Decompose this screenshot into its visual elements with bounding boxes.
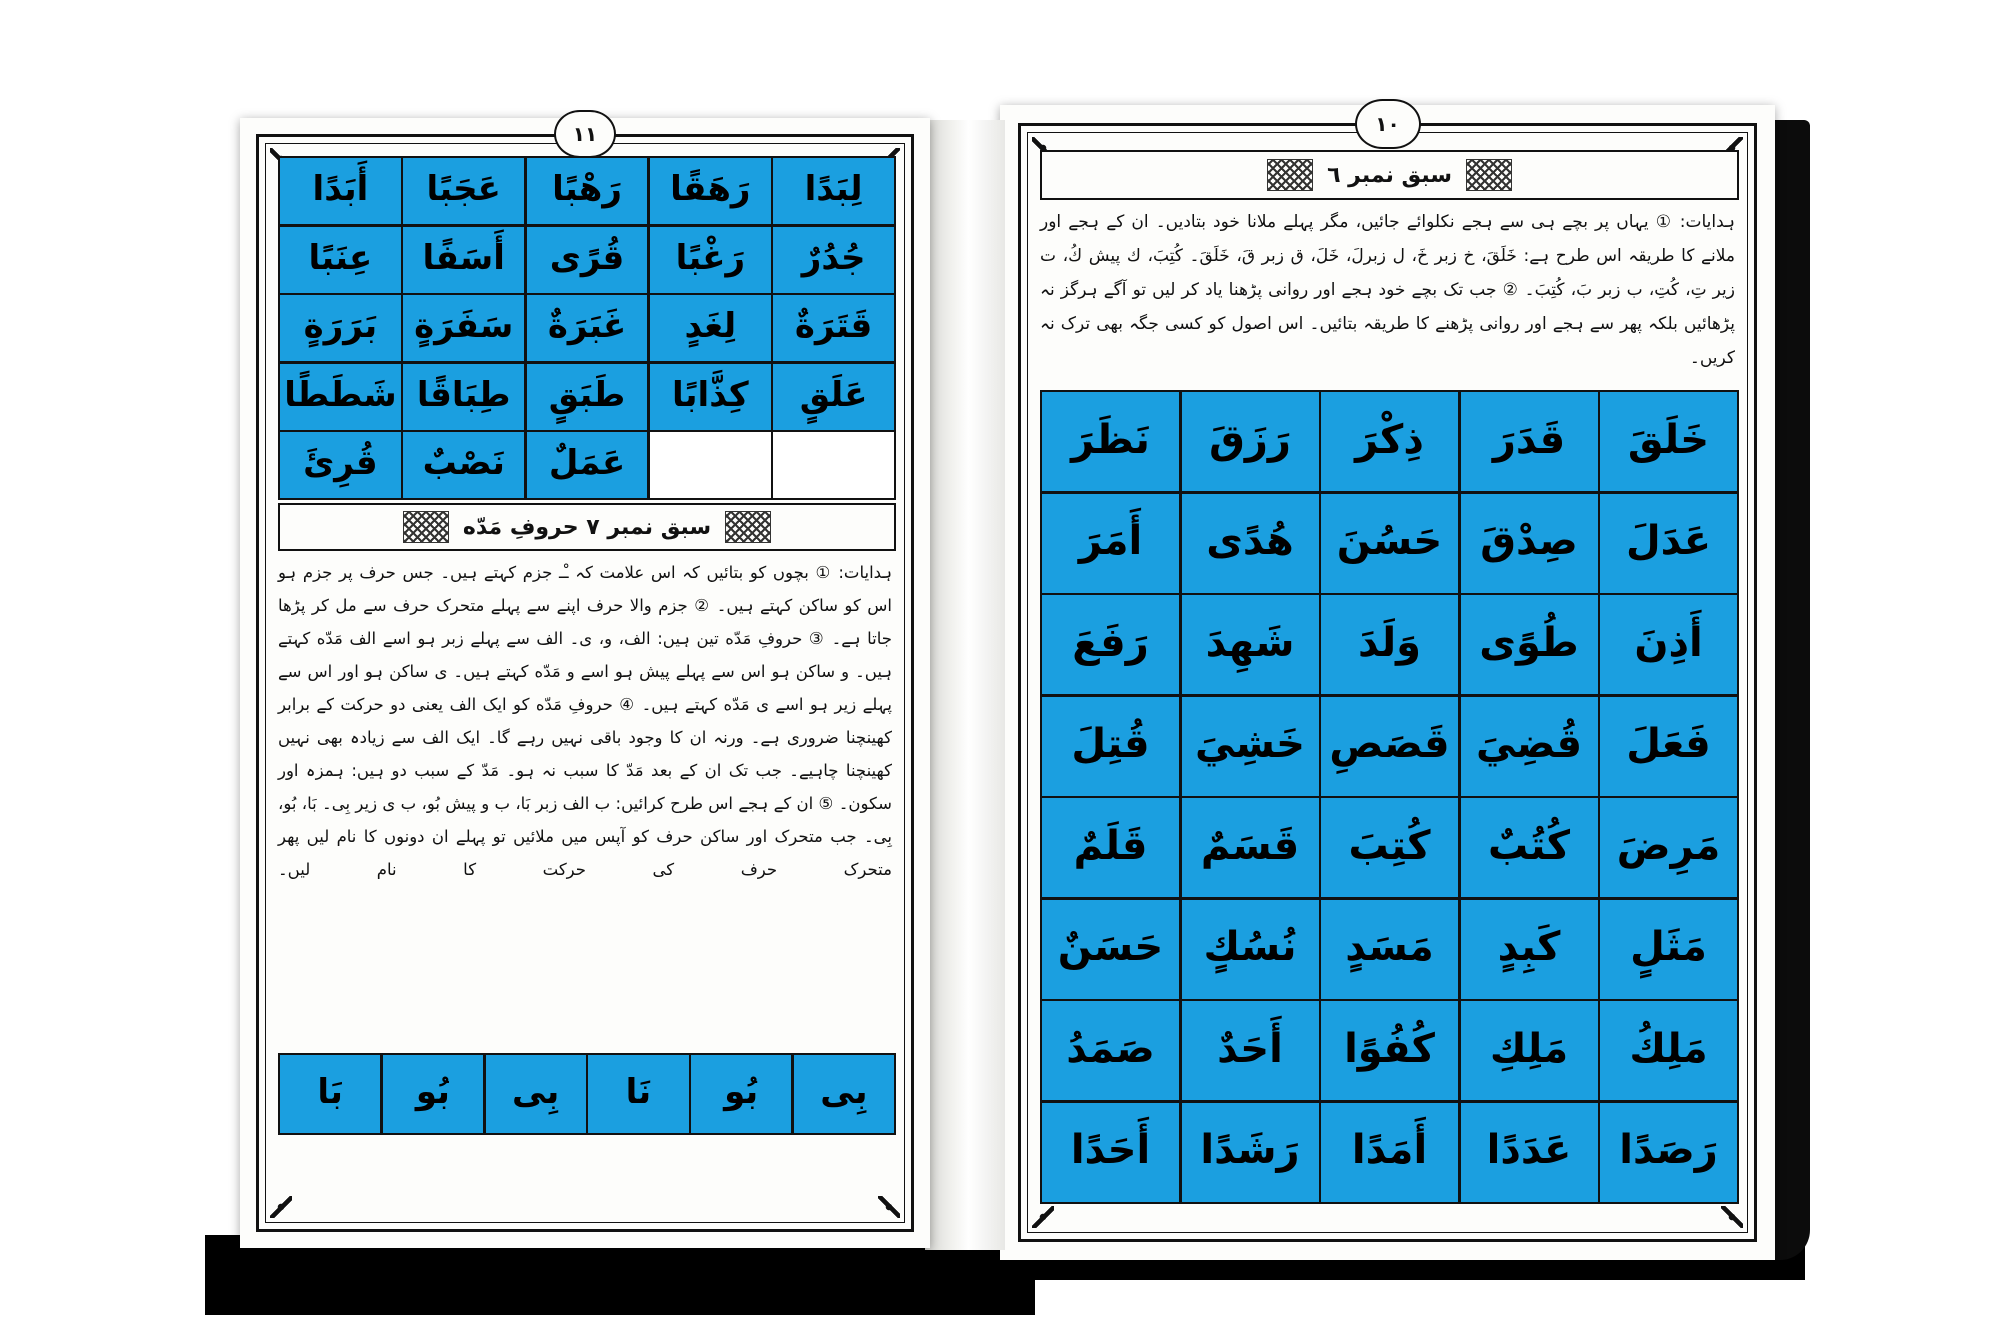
grid-cell-word: عَدَدًا: [1461, 1103, 1598, 1202]
grid-cell-word: أَمَدًا: [1321, 1103, 1458, 1202]
grid-cell-word: مَلِكِ: [1461, 1001, 1598, 1100]
lesson-subtitle-text: حروفِ مَدّه: [462, 514, 579, 540]
grid-cell-word: كِذَّابًا: [650, 364, 771, 430]
word-grid-right: [1040, 390, 1739, 1204]
grid-cell-word: أَحَدٌ: [1182, 1001, 1319, 1100]
ornament-icon: [725, 511, 771, 543]
grid-cell-word: عَلَقٍ: [773, 364, 894, 430]
grid-cell-word: لِبَدًا: [773, 158, 894, 224]
page-number-left: ١١: [554, 110, 616, 158]
grid-cell-word: شَطَطًا: [280, 364, 401, 430]
corner-ornament-icon: [1032, 1206, 1054, 1228]
word-grid-left-top: [278, 156, 896, 500]
grid-cell-word: طَبَقٍ: [527, 364, 648, 430]
grid-cell-word: صَمَدُ: [1042, 1001, 1179, 1100]
grid-cell-word: رَزَقَ: [1182, 392, 1319, 491]
instructions-left-text: ہدایات: ① بچوں کو بتائیں کہ اس علامت کہ ـْـ جزم کہتے ہیں۔ جس حرف پر جزم ہو اس کو ساکن کہتے ہیں۔ ② جزم والا حرف اپنے سے پہلے متحرک حرف سے مل کر پڑھا جاتا ہے۔ ③ حروفِ مَدّه تین ہیں: الف، و، ی۔ الف سے پہلے زبر ہو اسے الف مَدّه کہتے ہیں۔ و ساکن ہو اس سے پہلے پیش ہو اسے و مَدّه کہتے ہیں۔ ی ساکن ہو اور اس سے پہلے زیر ہو اسے ی مَدّه کہتے ہیں۔ ④ حروفِ مَدّه کو ایک الف یعنی دو حرکت کے برابر کھینچنا ضروری ہے۔ ورنہ ان کا وجود باقی نہیں رہے گا۔ ایک الف سے زیادہ بھی نہیں کھینچنا چاہیے۔ جب تک ان کے بعد مَدّ کا سبب نہ ہو۔ مَدّ کے سبب دو ہیں: ہمزہ اور سکون۔ ⑤ ان کے ہجے اس طرح کرائیں: ب الف زبر بَا، ب و پیش بُو، ب ی زیر بِی۔ بَا، بُو، بِی۔ جب متحرک اور ساکن حرف کو آپس میں ملائیں تو پہلے ان دونوں کا نام لیں پھر متحرک حرف کی حرکت کا نام لیں۔: [278, 563, 892, 879]
grid-cell-word: عَدَلَ: [1600, 494, 1737, 593]
grid-cell-word: حَسُنَ: [1321, 494, 1458, 593]
strip-cell-syllable: بُو: [691, 1055, 791, 1133]
grid-cell-word: حَسَنٌ: [1042, 900, 1179, 999]
strip-cell-syllable: بِی: [794, 1055, 894, 1133]
grid-cell-word: شَهِدَ: [1182, 595, 1319, 694]
lesson-number-text: ٦: [1327, 162, 1341, 188]
grid-cell-word: أَبَدًا: [280, 158, 401, 224]
strip-cell-syllable: بِی: [486, 1055, 586, 1133]
page-right: [1000, 105, 1775, 1260]
grid-cell-word: نَظَرَ: [1042, 392, 1179, 491]
grid-cell-empty: [773, 432, 894, 498]
grid-cell-word: قَصَصِ: [1321, 697, 1458, 796]
grid-cell-word: قُرِئَ: [280, 432, 401, 498]
grid-cell-word: قَتَرَةٌ: [773, 295, 894, 361]
grid-cell-word: وَلَدَ: [1321, 595, 1458, 694]
grid-cell-word: رَصَدًا: [1600, 1103, 1737, 1202]
instructions-left: [278, 556, 892, 1036]
ornament-icon: [1267, 159, 1313, 191]
grid-cell-word: بَرَرَةٍ: [280, 295, 401, 361]
grid-cell-word: هُدًى: [1182, 494, 1319, 593]
lesson-title-bar-left: [278, 503, 896, 551]
grid-cell-word: نُسُكٍ: [1182, 900, 1319, 999]
strip-cell-syllable: بَا: [280, 1055, 380, 1133]
grid-cell-word: طُوًى: [1461, 595, 1598, 694]
page-left: [240, 118, 930, 1248]
lesson-title-bar-right: [1040, 150, 1739, 200]
grid-cell-word: رَفَعَ: [1042, 595, 1179, 694]
corner-ornament-icon: [270, 1196, 292, 1218]
lesson-number-text: ٧: [586, 514, 600, 540]
grid-cell-word: رَهَقًا: [650, 158, 771, 224]
grid-cell-word: مَلِكُ: [1600, 1001, 1737, 1100]
grid-cell-word: مَثَلٍ: [1600, 900, 1737, 999]
grid-cell-word: جُدُرٌ: [773, 227, 894, 293]
corner-ornament-icon: [1721, 1206, 1743, 1228]
lesson-label-text: سبق نمبر: [1348, 162, 1452, 188]
grid-cell-word: رَهْبًا: [527, 158, 648, 224]
grid-cell-word: أَسَفًا: [403, 227, 524, 293]
lesson-label-text: سبق نمبر: [607, 514, 712, 540]
instructions-right: [1040, 205, 1735, 380]
grid-cell-word: ذِكْرَ: [1321, 392, 1458, 491]
syllable-strip-left: [278, 1053, 896, 1135]
grid-cell-word: كَبِدٍ: [1461, 900, 1598, 999]
grid-cell-word: كُتِبَ: [1321, 798, 1458, 897]
grid-cell-word: أَحَدًا: [1042, 1103, 1179, 1202]
strip-cell-syllable: نَا: [588, 1055, 688, 1133]
grid-cell-word: رَغْبًا: [650, 227, 771, 293]
grid-cell-word: صِدْقَ: [1461, 494, 1598, 593]
strip-cell-syllable: بُو: [383, 1055, 483, 1133]
grid-cell-word: قَسَمٌ: [1182, 798, 1319, 897]
grid-cell-word: قُرًى: [527, 227, 648, 293]
grid-cell-word: رَشَدًا: [1182, 1103, 1319, 1202]
grid-cell-word: عَمَلٌ: [527, 432, 648, 498]
lesson-label-left: [463, 515, 711, 540]
grid-cell-word: غَبَرَةٌ: [527, 295, 648, 361]
lesson-label-right: [1327, 163, 1452, 188]
grid-cell-word: لِغَدٍ: [650, 295, 771, 361]
grid-cell-word: كُفُوًا: [1321, 1001, 1458, 1100]
grid-cell-word: قَدَرَ: [1461, 392, 1598, 491]
page-number-right: ١٠: [1355, 99, 1421, 149]
ornament-icon: [1466, 159, 1512, 191]
grid-cell-word: أَذِنَ: [1600, 595, 1737, 694]
grid-cell-word: قُضِيَ: [1461, 697, 1598, 796]
grid-cell-word: نَصْبٌ: [403, 432, 524, 498]
grid-cell-word: فَعَلَ: [1600, 697, 1737, 796]
grid-cell-word: مَرِضَ: [1600, 798, 1737, 897]
grid-cell-word: سَفَرَةٍ: [403, 295, 524, 361]
grid-cell-word: خَلَقَ: [1600, 392, 1737, 491]
grid-cell-word: خَشِيَ: [1182, 697, 1319, 796]
grid-cell-word: كُتُبٌ: [1461, 798, 1598, 897]
grid-cell-word: عِنَبًا: [280, 227, 401, 293]
grid-cell-word: طِبَاقًا: [403, 364, 524, 430]
grid-cell-word: أَمَرَ: [1042, 494, 1179, 593]
grid-cell-word: قَلَمٌ: [1042, 798, 1179, 897]
grid-cell-empty: [650, 432, 771, 498]
ornament-icon: [403, 511, 449, 543]
grid-cell-word: قُتِلَ: [1042, 697, 1179, 796]
instructions-right-text: ہدایات: ① یہاں پر بچے ہی سے ہجے نکلوائے جائیں، مگر پہلے ملانا خود بتادیں۔ ان کے ہجے اور ملانے کا طریقہ اس طرح ہے: خَلَقَ، خ زبر خَ، ل زبرلَ، خَلَ، ق زبر قَ، خَلَقَ۔ كُتِبَ، ك پیش كُ، ت زیر تِ، كُتِ، ب زبر بَ، كُتِبَ۔ ② جب تک بچے خود ہجے اور روانی پڑھنا یاد کر لیں تو آگے ہرگز نہ پڑھائیں بلکہ پھر سے ہجے اور روانی پڑھنے کا طریقہ بتائیں۔ اس اصول کو کسی جگہ بھی ترک نہ کریں۔: [1040, 212, 1735, 368]
grid-cell-word: عَجَبًا: [403, 158, 524, 224]
corner-ornament-icon: [878, 1196, 900, 1218]
grid-cell-word: مَسَدٍ: [1321, 900, 1458, 999]
book-gutter: [925, 120, 1005, 1250]
